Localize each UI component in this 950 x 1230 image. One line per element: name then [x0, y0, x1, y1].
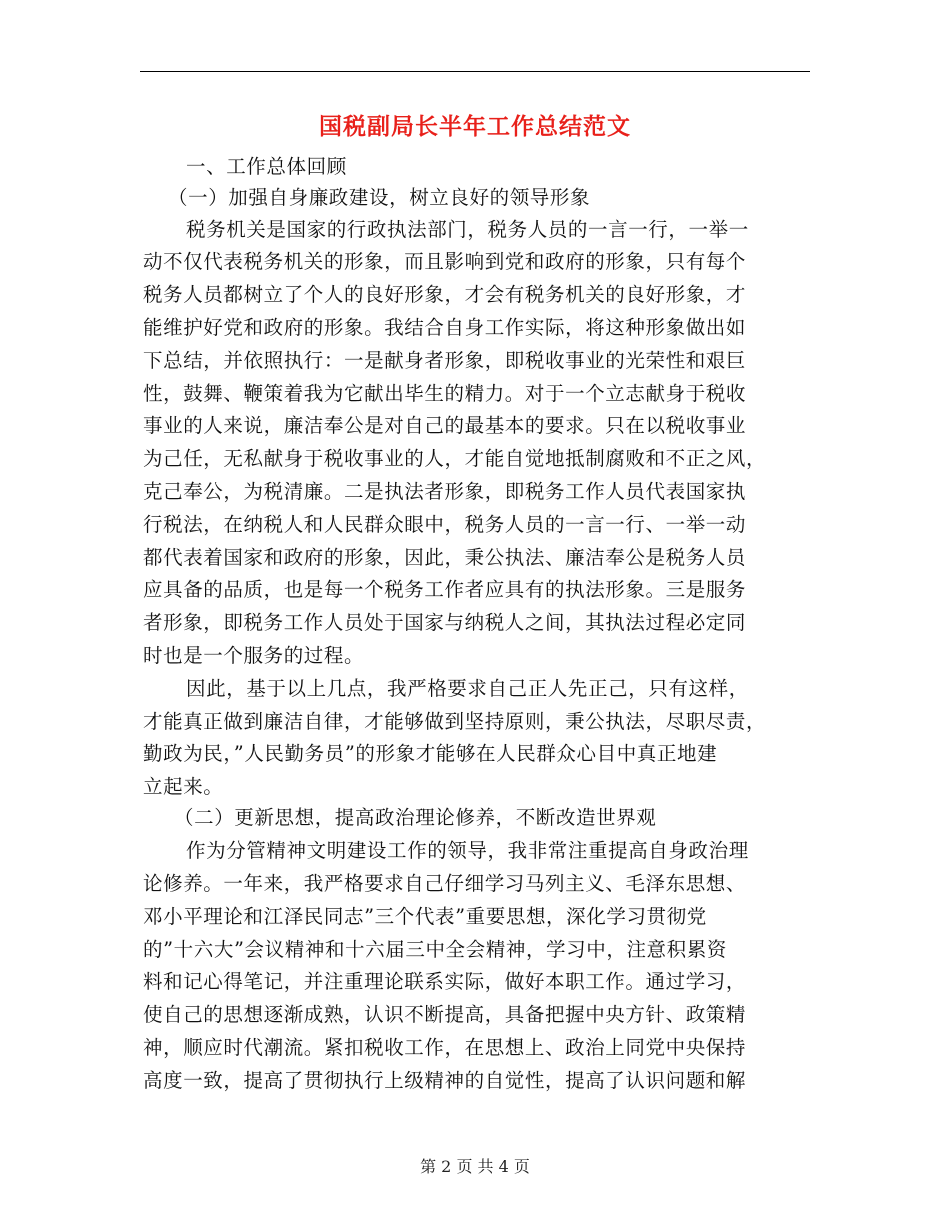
- paragraph-line: 邓小平理论和江泽民同志”三个代表”重要思想，深化学习贯彻党: [143, 905, 707, 928]
- paragraph-line: 下总结，并依照执行：一是献身者形象，即税收事业的光荣性和艰巨: [143, 349, 747, 372]
- paragraph-line: 能维护好党和政府的形象。我结合自身工作实际，将这种形象做出如: [143, 316, 747, 339]
- paragraph-line: 事业的人来说，廉洁奉公是对自己的最基本的要求。只在以税收事业: [143, 414, 747, 437]
- section-heading: 一、工作总体回顾: [186, 155, 347, 178]
- paragraph-line: 神，顺应时代潮流。紧扣税收工作，在思想上、政治上同党中央保持: [143, 1036, 747, 1059]
- paragraph-line: 立起来。: [143, 775, 224, 798]
- paragraph-line: 性，鼓舞、鞭策着我为它献出毕生的精力。对于一个立志献身于税收: [143, 382, 747, 405]
- subsection-heading: （一）加强自身廉政建设，树立良好的领导形象: [168, 186, 591, 209]
- paragraph-line: 勤政为民，”人民勤务员”的形象才能够在人民群众心目中真正地建: [143, 742, 718, 765]
- document-title: 国税副局长半年工作总结范文: [319, 113, 631, 140]
- subsection-heading: （二）更新思想，提高政治理论修养，不断改造世界观: [174, 806, 657, 829]
- header-rule: [140, 71, 810, 72]
- page-number: 第 2 页 共 4 页: [420, 1157, 530, 1176]
- paragraph-line: 都代表着国家和政府的形象，因此，秉公执法、廉洁奉公是税务人员: [143, 546, 747, 569]
- paragraph-line: 时也是一个服务的过程。: [143, 644, 365, 667]
- paragraph-line: 才能真正做到廉洁自律，才能够做到坚持原则，秉公执法，尽职尽责，: [143, 710, 767, 733]
- paragraph-line: 克己奉公，为税清廉。二是执法者形象，即税务工作人员代表国家执: [143, 480, 747, 503]
- paragraph-line: 作为分管精神文明建设工作的领导，我非常注重提高自身政治理: [186, 839, 749, 862]
- paragraph-line: 动不仅代表税务机关的形象，而且影响到党和政府的形象，只有每个: [143, 250, 747, 273]
- paragraph-line: 论修养。一年来，我严格要求自己仔细学习马列主义、毛泽东思想、: [143, 872, 747, 895]
- paragraph-line: 料和记心得笔记，并注重理论联系实际，做好本职工作。通过学习，: [143, 970, 747, 993]
- paragraph-line: 为己任，无私献身于税收事业的人，才能自觉地抵制腐败和不正之风，: [143, 447, 767, 470]
- paragraph-line: 的”十六大”会议精神和十六届三中全会精神，学习中，注意积累资: [143, 938, 727, 961]
- paragraph-line: 使自己的思想逐渐成熟，认识不断提高，具备把握中央方针、政策精: [143, 1003, 747, 1026]
- paragraph-line: 高度一致，提高了贯彻执行上级精神的自觉性，提高了认识问题和解: [143, 1069, 747, 1092]
- paragraph-line: 税务机关是国家的行政执法部门，税务人员的一言一行，一举一: [186, 218, 749, 241]
- paragraph-line: 应具备的品质，也是每一个税务工作者应具有的执法形象。三是服务: [143, 578, 747, 601]
- paragraph-line: 税务人员都树立了个人的良好形象，才会有税务机关的良好形象，才: [143, 283, 747, 306]
- paragraph-line: 因此，基于以上几点，我严格要求自己正人先正己，只有这样，: [186, 677, 749, 700]
- paragraph-line: 者形象，即税务工作人员处于国家与纳税人之间，其执法过程必定同: [143, 611, 747, 634]
- paragraph-line: 行税法，在纳税人和人民群众眼中，税务人员的一言一行、一举一动: [143, 513, 747, 536]
